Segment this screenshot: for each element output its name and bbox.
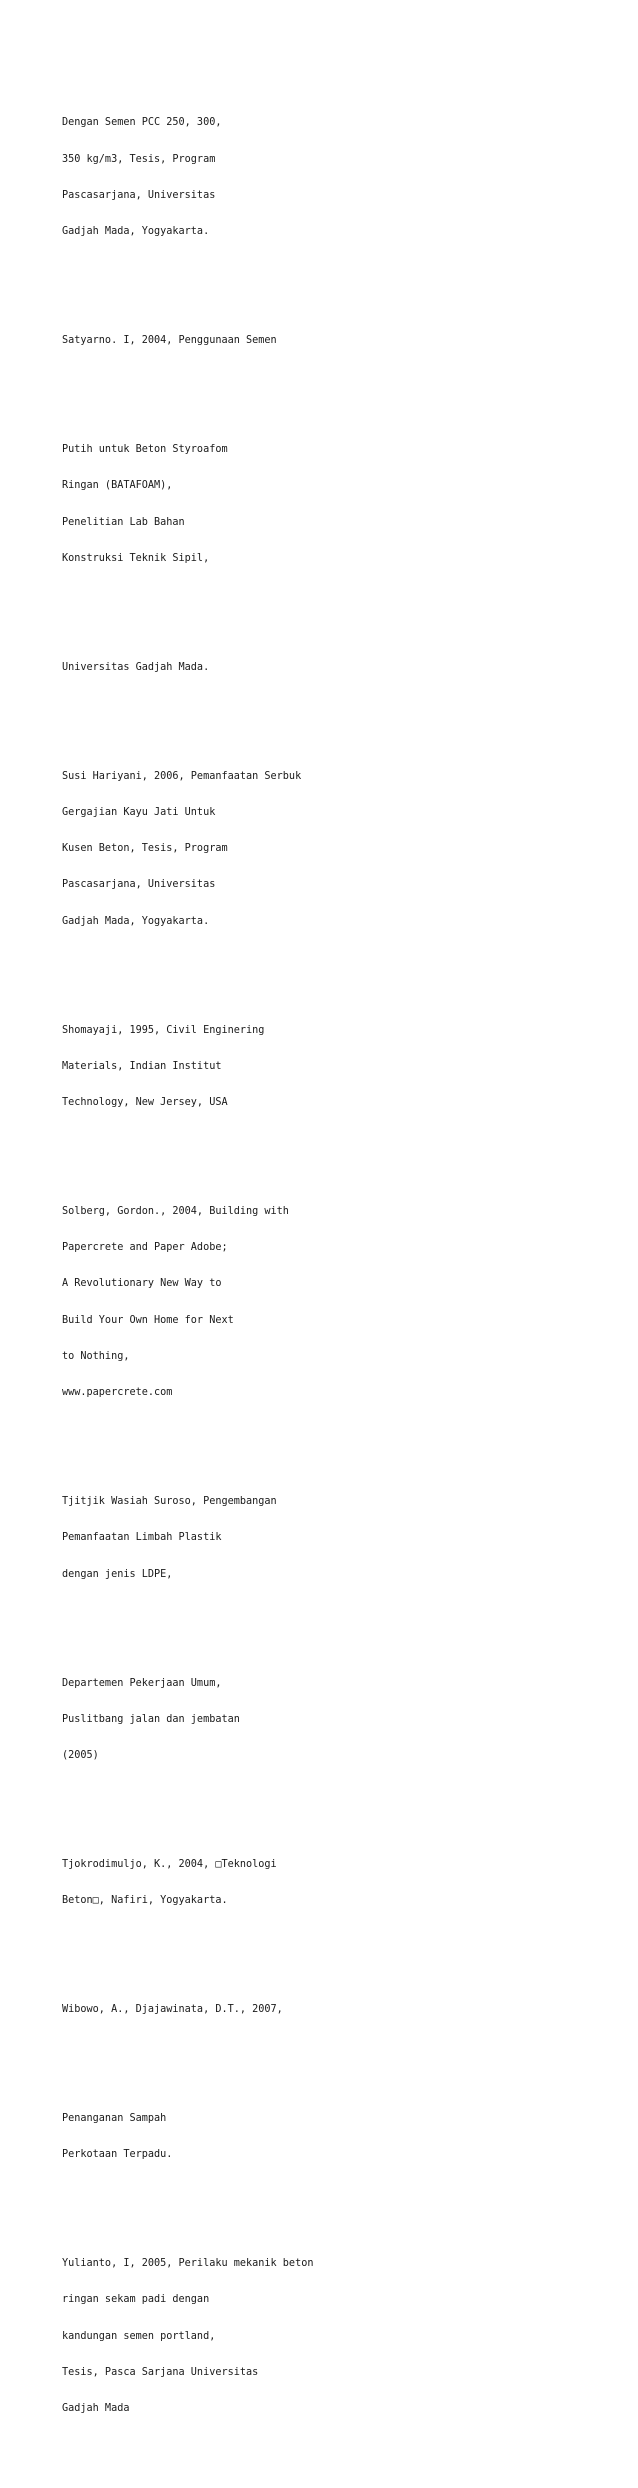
reference-line: Satyarno. I, 2004, Penggunaan Semen xyxy=(62,335,277,347)
reference-line: Putih untuk Beton Styroafom xyxy=(62,444,228,455)
reference-entry xyxy=(62,1472,622,1605)
reference-line: Konstruksi Teknik Sipil, xyxy=(62,552,210,564)
reference-line: Dengan Semen PCC 250, 300, xyxy=(62,117,222,129)
reference-line: Wibowo, A., Djajawinata, D.T., 2007, xyxy=(62,2004,283,2016)
reference-entry xyxy=(62,311,622,371)
reference-entry xyxy=(62,93,622,262)
reference-line: 350 kg/m3, Tesis, Program xyxy=(62,153,216,165)
reference-line: Pemanfaatan Limbah Plastik xyxy=(62,1532,222,1544)
reference-line: Gergajian Kayu Jati Untuk xyxy=(62,806,216,818)
reference-line: (2005) xyxy=(62,1750,99,1762)
reference-entry xyxy=(62,1182,622,1424)
reference-line: Tjokrodimuljo, K., 2004, □Teknologi xyxy=(62,1858,277,1870)
reference-line: Solberg, Gordon., 2004, Building with xyxy=(62,1205,289,1217)
reference-line: Penelitian Lab Bahan xyxy=(62,516,185,528)
reference-line: Technology, New Jersey, USA xyxy=(62,1097,228,1109)
reference-line: Departemen Pekerjaan Umum, xyxy=(62,1677,222,1689)
reference-entry xyxy=(62,1653,622,1786)
reference-line: Tjitjik Wasiah Suroso, Pengembangan xyxy=(62,1496,277,1508)
reference-line: A Revolutionary New Way to xyxy=(62,1278,222,1290)
reference-line: Universitas Gadjah Mada. xyxy=(62,661,210,673)
reference-entry xyxy=(62,420,622,589)
reference-list xyxy=(62,57,622,2488)
reference-entry xyxy=(62,1980,622,2040)
reference-line: Gadjah Mada, Yogyakarta. xyxy=(62,915,210,927)
reference-entry xyxy=(62,746,622,952)
reference-entry xyxy=(62,2089,622,2186)
reference-line: Perkotaan Terpadu. xyxy=(62,2149,173,2161)
reference-line: Gadjah Mada, Yogyakarta. xyxy=(62,226,210,238)
reference-entry xyxy=(62,1835,622,1932)
reference-line: Susi Hariyani, 2006, Pemanfaatan Serbuk xyxy=(62,770,302,782)
reference-line: Kusen Beton, Tesis, Program xyxy=(62,843,228,855)
reference-line: to Nothing, xyxy=(62,1351,130,1363)
reference-line: Beton□, Nafiri, Yogyakarta. xyxy=(62,1895,228,1907)
reference-line: Ringan (BATAFOAM), xyxy=(62,480,173,492)
reference-line: Build Your Own Home for Next xyxy=(62,1314,234,1326)
reference-line: Tesis, Pasca Sarjana Universitas xyxy=(62,2366,259,2378)
reference-line: Gadjah Mada xyxy=(62,2403,130,2415)
reference-entry xyxy=(62,1000,622,1133)
reference-line: Materials, Indian Institut xyxy=(62,1060,222,1072)
reference-entry xyxy=(62,2234,622,2440)
reference-line: ringan sekam padi dengan xyxy=(62,2294,210,2306)
reference-line: Papercrete and Paper Adobe; xyxy=(62,1242,228,1254)
reference-line: www.papercrete.com xyxy=(62,1387,173,1399)
reference-line: Yulianto, I, 2005, Perilaku mekanik beton xyxy=(62,2258,314,2270)
reference-line: Pascasarjana, Universitas xyxy=(62,190,216,202)
reference-line: Penanganan Sampah xyxy=(62,2112,167,2124)
reference-line: Pascasarjana, Universitas xyxy=(62,879,216,891)
reference-line: dengan jenis LDPE, xyxy=(62,1568,173,1580)
reference-entry xyxy=(62,638,622,698)
reference-line: Shomayaji, 1995, Civil Enginering xyxy=(62,1024,265,1036)
reference-line: kandungan semen portland, xyxy=(62,2330,216,2342)
reference-line: Puslitbang jalan dan jembatan xyxy=(62,1713,240,1725)
